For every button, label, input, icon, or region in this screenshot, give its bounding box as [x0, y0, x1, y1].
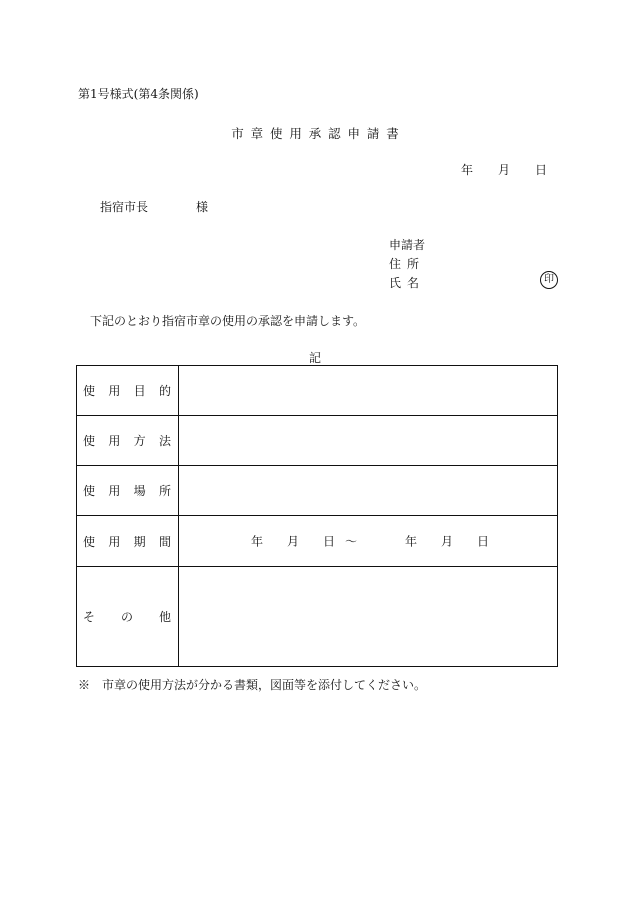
- applicant-label: 申請者: [389, 238, 426, 252]
- value-period[interactable]: [179, 516, 558, 567]
- ki-heading: 記: [308, 351, 321, 365]
- label-char: の: [120, 610, 133, 624]
- date-year-label: 年: [461, 163, 474, 177]
- date-month-label: 月: [498, 163, 511, 177]
- period-separator: 〜: [345, 534, 358, 549]
- label-char: 方: [133, 434, 146, 448]
- period-start-month: 月: [287, 534, 300, 549]
- label-char: 用: [108, 484, 121, 498]
- seal-icon: 印: [540, 271, 558, 289]
- label-char: 的: [158, 384, 171, 398]
- details-table: [76, 365, 558, 667]
- name-label: 氏名: [389, 276, 426, 290]
- address-label: 住所: [389, 257, 426, 271]
- label-char: 用: [108, 384, 121, 398]
- table-row-other: [77, 567, 558, 667]
- label-char: 用: [108, 534, 121, 549]
- addressee-name: 指宿市長: [100, 200, 149, 214]
- label-method: [77, 416, 179, 466]
- table-row-period: [77, 516, 558, 567]
- label-char: 法: [158, 434, 171, 448]
- label-char: 使: [83, 534, 96, 549]
- value-other[interactable]: [179, 567, 558, 667]
- label-char: そ: [83, 610, 96, 624]
- value-location[interactable]: [179, 466, 558, 516]
- label-purpose: [77, 366, 179, 416]
- period-end-day: 日: [477, 534, 490, 549]
- label-char: 使: [83, 434, 96, 448]
- table-row-purpose: [77, 366, 558, 416]
- label-char: 他: [158, 610, 171, 624]
- label-char: 目: [133, 384, 146, 398]
- period-end-year: 年: [405, 534, 418, 549]
- label-char: 所: [158, 484, 171, 498]
- request-statement: 下記のとおり指宿市章の使用の承認を申請します。: [90, 314, 366, 328]
- period-start-year: 年: [251, 534, 264, 549]
- label-location: [77, 466, 179, 516]
- value-purpose[interactable]: [179, 366, 558, 416]
- label-char: 使: [83, 384, 96, 398]
- addressee-honorific: 様: [196, 200, 209, 214]
- period-start-day: 日: [323, 534, 336, 549]
- table-row-method: [77, 416, 558, 466]
- label-char: 場: [133, 484, 146, 498]
- label-period: [77, 516, 179, 567]
- date-day-label: 日: [535, 163, 548, 177]
- label-char: 用: [108, 434, 121, 448]
- label-char: 使: [83, 484, 96, 498]
- table-row-location: [77, 466, 558, 516]
- document-title: 市章使用承認申請書: [231, 126, 406, 141]
- period-end-month: 月: [441, 534, 454, 549]
- footnote: ※ 市章の使用方法が分かる書類，図面等を添付してください。: [78, 678, 427, 692]
- value-method[interactable]: [179, 416, 558, 466]
- label-char: 間: [158, 534, 171, 549]
- label-other: [77, 567, 179, 667]
- form-number: 第1号様式(第4条関係): [78, 87, 199, 101]
- label-char: 期: [133, 534, 146, 549]
